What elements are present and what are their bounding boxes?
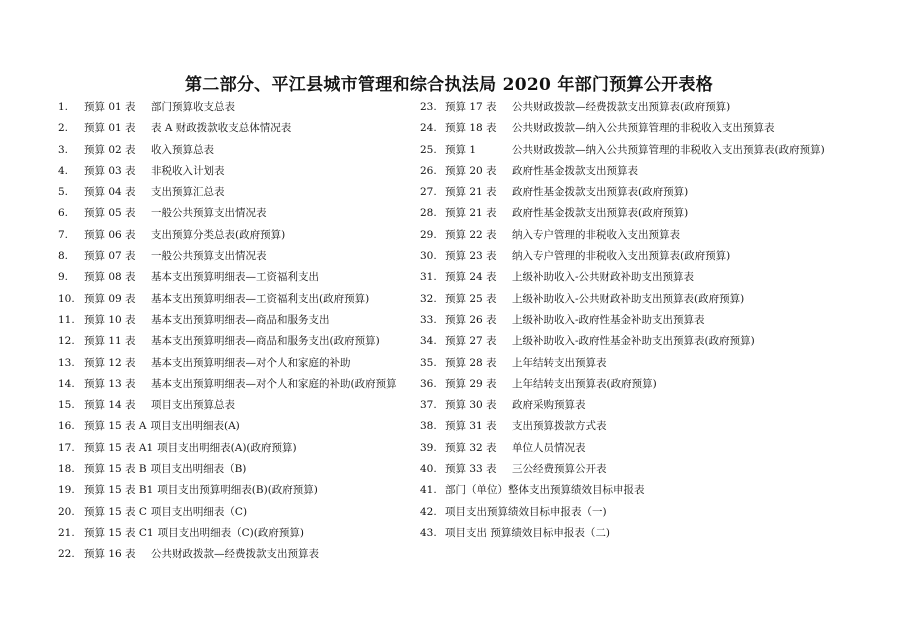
item-number: 14. [58, 377, 75, 390]
item-name: 公共财政拨款—纳入公共预算管理的非税收入支出预算表 [512, 122, 775, 135]
item-code: 预算 21 表 [445, 207, 497, 220]
item-code: 预算 1 [445, 143, 477, 156]
list-item [420, 203, 840, 224]
item-code: 预算 31 表 [445, 420, 497, 433]
item-name: 支出预算分类总表(政府预算) [151, 228, 286, 241]
list-item [420, 182, 840, 203]
item-name: 公共财政拨款—经费拨款支出预算表(政府预算) [512, 101, 731, 113]
item-code: 预算 13 表 [84, 377, 136, 390]
item-name: 上年结转支出预算表 [512, 356, 607, 369]
item-name: 基本支出预算明细表—商品和服务支出 [151, 313, 330, 326]
item-name: 项目支出预算总表 [151, 399, 235, 412]
item-name: 基本支出预算明细表—对个人和家庭的补助 [151, 356, 351, 369]
item-name: 项目支出明细表（B) [150, 463, 247, 476]
item-number: 26. [420, 164, 437, 177]
item-code: 预算 25 表 [445, 292, 497, 305]
item-name: 政府性基金拨款支出预算表(政府预算) [512, 186, 689, 199]
list-item [58, 182, 418, 203]
item-number: 31. [420, 271, 437, 284]
item-code: 预算 24 表 [445, 271, 497, 284]
item-number: 3. [58, 143, 69, 156]
item-name: 项目支出 预算绩效目标申报表（二) [445, 526, 610, 539]
item-code: 预算 15 表 B1 [84, 484, 154, 497]
list-item [420, 289, 840, 310]
item-number: 19. [58, 484, 75, 497]
list-item [420, 416, 840, 437]
list-item [58, 523, 418, 544]
item-number: 37. [420, 399, 437, 412]
list-item [58, 502, 418, 523]
item-code: 预算 01 表 [84, 122, 136, 135]
list-item [58, 289, 418, 310]
list-item [58, 331, 418, 352]
list-item [58, 140, 418, 161]
item-name: 上级补助收入-公共财政补助支出预算表(政府预算) [512, 292, 745, 305]
item-number: 6. [58, 207, 69, 220]
item-name: 上级补助收入-公共财政补助支出预算表 [512, 271, 695, 284]
item-number: 34. [420, 335, 437, 348]
item-name: 项目支出明细表(A) [150, 420, 240, 433]
item-name: 支出预算拨款方式表 [512, 420, 607, 433]
item-name: 政府性基金拨款支出预算表 [512, 164, 638, 177]
item-code: 预算 12 表 [84, 356, 136, 369]
list-item [420, 459, 840, 480]
item-code: 预算 03 表 [84, 164, 136, 177]
item-code: 预算 16 表 [84, 548, 136, 561]
item-number: 29. [420, 228, 437, 241]
item-code: 预算 26 表 [445, 313, 497, 326]
list-item [58, 118, 418, 139]
item-name: 表 A 财政拨款收支总体情况表 [151, 122, 292, 135]
item-number: 4. [58, 164, 69, 177]
item-code: 预算 04 表 [84, 186, 136, 199]
item-code: 预算 15 表 C [84, 505, 147, 518]
list-item [58, 97, 418, 118]
item-code: 预算 22 表 [445, 228, 497, 241]
list-item [420, 267, 840, 288]
item-code: 预算 32 表 [445, 441, 497, 454]
item-name: 纳入专户管理的非税收入支出预算表 [512, 228, 680, 241]
item-name: 项目支出明细表（C)(政府预算) [157, 526, 304, 539]
item-name: 上级补助收入-政府性基金补助支出预算表 [512, 313, 705, 326]
item-name: 基本支出预算明细表—商品和服务支出(政府预算) [151, 335, 380, 348]
list-item [420, 118, 840, 139]
item-number: 16. [58, 420, 75, 433]
item-code: 预算 15 表 A [84, 420, 147, 433]
list-item [58, 161, 418, 182]
item-name: 基本支出预算明细表—工资福利支出 [151, 271, 319, 284]
item-name: 非税收入计划表 [151, 164, 225, 177]
list-item [420, 225, 840, 246]
item-code: 预算 08 表 [84, 271, 136, 284]
item-name: 单位人员情况表 [512, 441, 586, 454]
page-title: 第二部分、平江县城市管理和综合执法局 2020 年部门预算公开表格 [184, 75, 714, 95]
item-code: 预算 11 表 [84, 335, 136, 348]
item-name: 基本支出预算明细表—对个人和家庭的补助(政府预算 [151, 377, 397, 390]
item-number: 18. [58, 463, 75, 476]
item-name: 项目支出明细表（C) [150, 505, 248, 518]
item-code: 预算 14 表 [84, 399, 136, 412]
item-number: 11. [58, 313, 75, 326]
list-item [58, 310, 418, 331]
item-code: 预算 09 表 [84, 292, 136, 305]
list-item [420, 374, 840, 395]
item-code: 预算 20 表 [445, 164, 497, 177]
item-number: 38. [420, 420, 437, 433]
item-number: 21. [58, 526, 75, 539]
item-number: 41. [420, 484, 437, 497]
list-item [58, 416, 418, 437]
item-number: 40. [420, 463, 437, 476]
item-code: 预算 23 表 [445, 250, 497, 263]
item-number: 22. [58, 548, 75, 561]
item-number: 27. [420, 186, 437, 199]
item-code: 预算 29 表 [445, 377, 497, 390]
item-number: 9. [58, 271, 69, 284]
item-name: 项目支出预算绩效目标申报表（一) [445, 505, 607, 518]
list-item [420, 438, 840, 459]
item-code: 预算 05 表 [84, 207, 136, 220]
list-item [58, 544, 418, 565]
item-number: 17. [58, 441, 75, 454]
list-item [420, 161, 840, 182]
item-name: 上年结转支出预算表(政府预算) [512, 377, 657, 390]
item-number: 43. [420, 526, 437, 539]
item-name: 公共财政拨款—纳入公共预算管理的非税收入支出预算表(政府预算) [512, 143, 825, 156]
item-number: 20. [58, 505, 75, 518]
item-code: 预算 18 表 [445, 122, 497, 135]
item-number: 8. [58, 250, 69, 263]
item-number: 24. [420, 122, 437, 135]
table-list-left [58, 97, 418, 566]
item-name: 支出预算汇总表 [151, 186, 225, 199]
list-item [420, 523, 840, 544]
list-item [420, 353, 840, 374]
item-code: 预算 01 表 [84, 101, 136, 113]
item-name: 政府采购预算表 [512, 399, 586, 412]
list-item [420, 140, 840, 161]
item-number: 36. [420, 377, 437, 390]
list-item [58, 395, 418, 416]
item-name: 政府性基金拨款支出预算表(政府预算) [512, 207, 689, 220]
list-item [58, 225, 418, 246]
list-item [420, 480, 840, 501]
list-item [420, 395, 840, 416]
item-number: 15. [58, 399, 75, 412]
item-number: 5. [58, 186, 69, 199]
item-number: 35. [420, 356, 437, 369]
item-name: 项目支出预算明细表(B)(政府预算) [157, 484, 318, 497]
item-name: 三公经费预算公开表 [512, 463, 607, 476]
item-name: 收入预算总表 [151, 143, 214, 156]
item-name: 基本支出预算明细表—工资福利支出(政府预算) [151, 292, 370, 305]
item-number: 13. [58, 356, 75, 369]
item-code: 预算 07 表 [84, 250, 136, 263]
item-number: 1. [58, 101, 69, 113]
list-item [420, 246, 840, 267]
item-code: 预算 30 表 [445, 399, 497, 412]
item-number: 12. [58, 335, 75, 348]
item-number: 28. [420, 207, 437, 220]
list-item [58, 246, 418, 267]
item-name: 纳入专户管理的非税收入支出预算表(政府预算) [512, 250, 731, 263]
item-number: 30. [420, 250, 437, 263]
list-item [58, 459, 418, 480]
item-code: 预算 02 表 [84, 143, 136, 156]
list-item [58, 438, 418, 459]
item-number: 39. [420, 441, 437, 454]
item-code: 预算 15 表 C1 [84, 526, 154, 539]
item-code: 预算 06 表 [84, 228, 136, 241]
list-item [58, 374, 418, 395]
item-code: 预算 21 表 [445, 186, 497, 199]
item-number: 7. [58, 228, 69, 241]
item-code: 预算 17 表 [445, 101, 497, 113]
list-item [420, 502, 840, 523]
item-name: 部门（单位）整体支出预算绩效目标申报表 [445, 484, 645, 497]
item-code: 预算 10 表 [84, 313, 136, 326]
item-code: 预算 28 表 [445, 356, 497, 369]
list-item [58, 203, 418, 224]
item-number: 10. [58, 292, 75, 305]
item-name: 一般公共预算支出情况表 [151, 250, 267, 263]
item-name: 一般公共预算支出情况表 [151, 207, 267, 220]
item-number: 32. [420, 292, 437, 305]
item-name: 上级补助收入-政府性基金补助支出预算表(政府预算) [512, 335, 755, 348]
item-name: 项目支出明细表(A)(政府预算) [157, 441, 297, 454]
item-number: 42. [420, 505, 437, 518]
list-item [58, 267, 418, 288]
item-code: 预算 33 表 [445, 463, 497, 476]
item-name: 公共财政拨款—经费拨款支出预算表 [151, 548, 319, 561]
item-code: 预算 15 表 B [84, 463, 147, 476]
item-name: 部门预算收支总表 [151, 101, 235, 113]
list-item [58, 480, 418, 501]
item-number: 2. [58, 122, 69, 135]
list-item [58, 353, 418, 374]
item-number: 25. [420, 143, 437, 156]
item-number: 23. [420, 101, 437, 113]
list-item [420, 331, 840, 352]
list-item [420, 310, 840, 331]
item-code: 预算 15 表 A1 [84, 441, 154, 454]
list-item [420, 97, 840, 118]
item-code: 预算 27 表 [445, 335, 497, 348]
table-list-right [420, 97, 840, 544]
item-number: 33. [420, 313, 437, 326]
